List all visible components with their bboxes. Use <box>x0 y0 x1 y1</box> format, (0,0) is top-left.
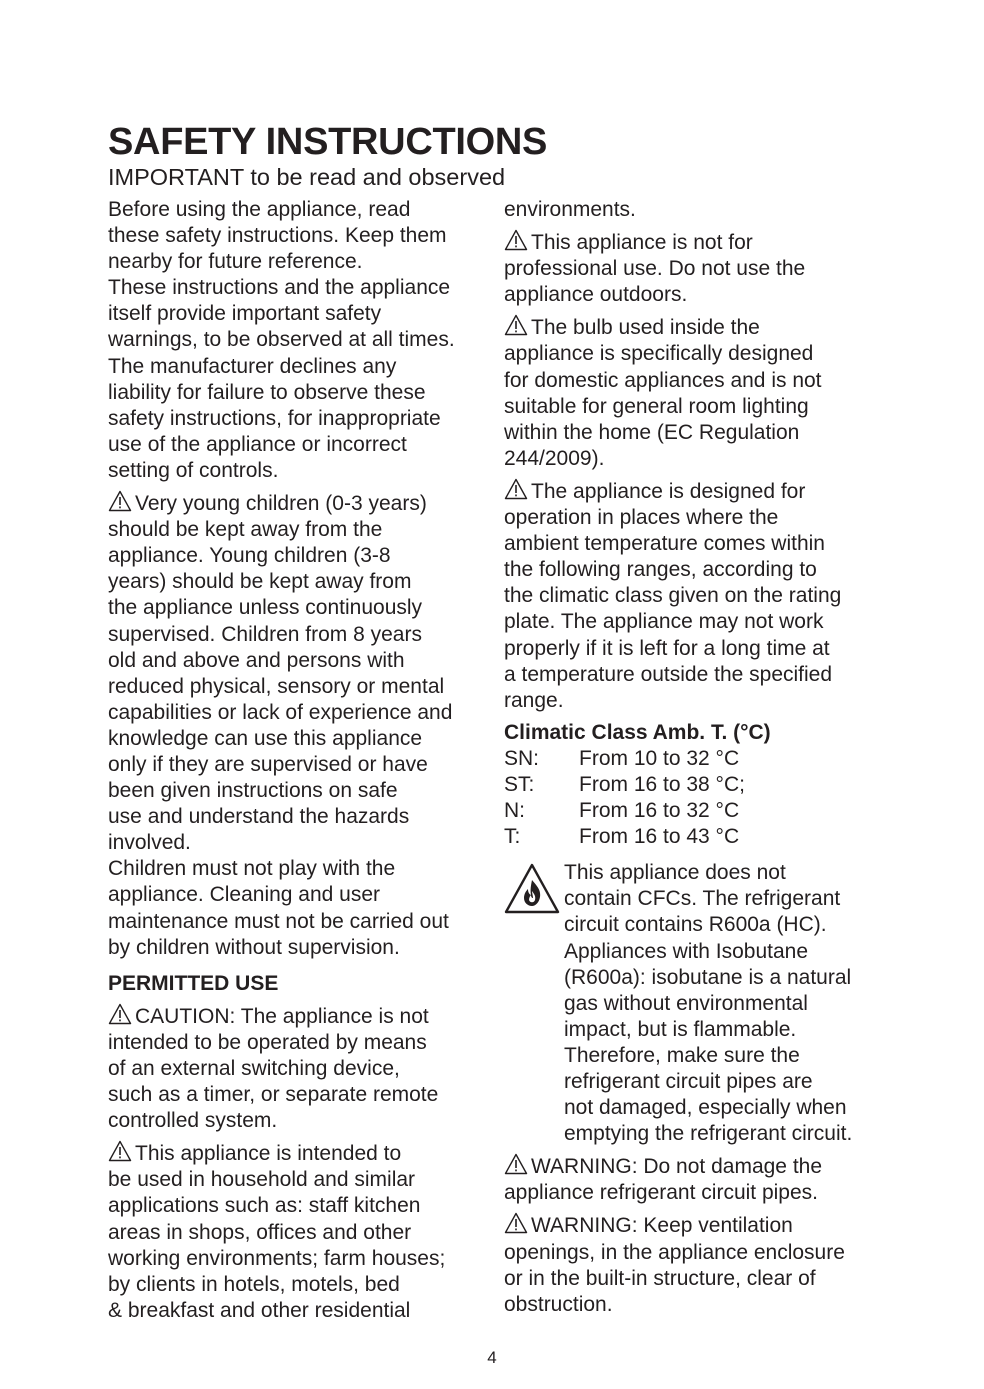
right-column <box>504 197 880 1324</box>
climate-row <box>504 746 880 772</box>
climate-range: From 10 to 32 °C <box>579 746 740 770</box>
warning-triangle-icon <box>504 314 528 336</box>
climate-class: N: <box>504 799 525 823</box>
children-warning-text: Very young children (0-3 years) should be kept away from the appliance. Young children (3-8 years) should be kept away from the appliance unless continuously supervised. Children from 8 years old and above and persons with reduced physical, sensory or mental capabilities or lack of experience and knowledge can use this appliance only if they are supervised or have been given instructions on safe use and understand the hazards involved. Children must not play with the appliance. Cleaning and user maintenance must not be carried out by children without supervision. <box>108 492 453 959</box>
climate-row <box>504 824 880 850</box>
climate-class: T: <box>504 825 521 849</box>
climate-row <box>504 772 880 798</box>
warning-triangle-icon <box>108 1003 132 1025</box>
climate-range: From 16 to 32 °C <box>579 799 740 823</box>
continuation-text: environments. <box>504 198 636 221</box>
children-warning-paragraph <box>108 490 486 961</box>
page-subtitle: IMPORTANT to be read and observed <box>108 164 506 190</box>
household-text: This appliance is intended to be used in household and similar applications such as: staff kitchen areas in shops, offices and other working environments; farm houses; by clients in hotels, motels, bed & breakfast and other residential <box>108 1142 446 1322</box>
page-number: 4 <box>487 1348 497 1367</box>
permitted-use-heading: PERMITTED USE <box>108 971 279 995</box>
flammable-warning-icon <box>504 862 560 916</box>
flammable-notice <box>504 860 880 1147</box>
warning-ventilation-paragraph <box>504 1212 880 1317</box>
warning-triangle-icon <box>504 1153 528 1175</box>
warning-triangle-icon <box>504 478 528 500</box>
warning-triangle-icon <box>108 1140 132 1162</box>
climate-table-header: Climatic Class Amb. T. (°C) <box>504 720 771 744</box>
climate-row <box>504 798 880 824</box>
warning-ventilation-text: WARNING: Keep ventilation openings, in the appliance enclosure or in the built-in structure, clear of obstruction. <box>504 1214 845 1316</box>
caution-paragraph <box>108 1003 486 1134</box>
intro-paragraph: Before using the appliance, read these safety instructions. Keep them nearby for future reference. These instructions and the appliance itself provide important safety warnings, to be observed at all times. The manufacturer declines any liability for failure to observe these safety instructions, for inappropriate use of the appliance or incorrect setting of controls. <box>108 198 455 482</box>
climate-table <box>504 720 880 850</box>
climate-range: From 16 to 38 °C; <box>579 772 745 796</box>
climate-class: ST: <box>504 772 535 796</box>
flammable-text: This appliance does not contain CFCs. The refrigerant circuit contains R600a (HC). Appliances with Isobutane (R600a): isobutane is a natural gas without environmental impact, but is flammable. Therefore, make sure the refrigerant circuit pipes are not damaged, especially when emptying the refrigerant circuit. <box>564 861 853 1146</box>
left-column <box>108 197 486 1330</box>
climate-range: From 16 to 43 °C <box>579 825 740 849</box>
household-paragraph <box>108 1140 486 1324</box>
temperature-paragraph <box>504 478 880 714</box>
caution-text: CAUTION: The appliance is not intended to be operated by means of an external switching device, such as a timer, or separate remote controlled system. <box>108 1004 439 1133</box>
climate-class: SN: <box>504 746 540 770</box>
warning-pipes-text: WARNING: Do not damage the appliance refrigerant circuit pipes. <box>504 1155 823 1205</box>
bulb-paragraph <box>504 314 880 472</box>
not-professional-text: This appliance is not for professional use. Do not use the appliance outdoors. <box>504 231 806 307</box>
page-title: SAFETY INSTRUCTIONS <box>108 121 548 163</box>
warning-triangle-icon <box>504 1212 528 1234</box>
warning-triangle-icon <box>504 229 528 251</box>
temperature-text: The appliance is designed for operation in places where the ambient temperature comes within the following ranges, according to the climatic class given on the rating plate. The appliance may not work properly if it is left for a long time at a temperature outside the specified range. <box>504 479 842 712</box>
bulb-text: The bulb used inside the appliance is specifically designed for domestic appliances and is not suitable for general room lighting within the home (EC Regulation 244/2009). <box>504 316 822 470</box>
warning-pipes-paragraph <box>504 1153 880 1206</box>
not-professional-paragraph <box>504 229 880 308</box>
warning-triangle-icon <box>108 490 132 512</box>
